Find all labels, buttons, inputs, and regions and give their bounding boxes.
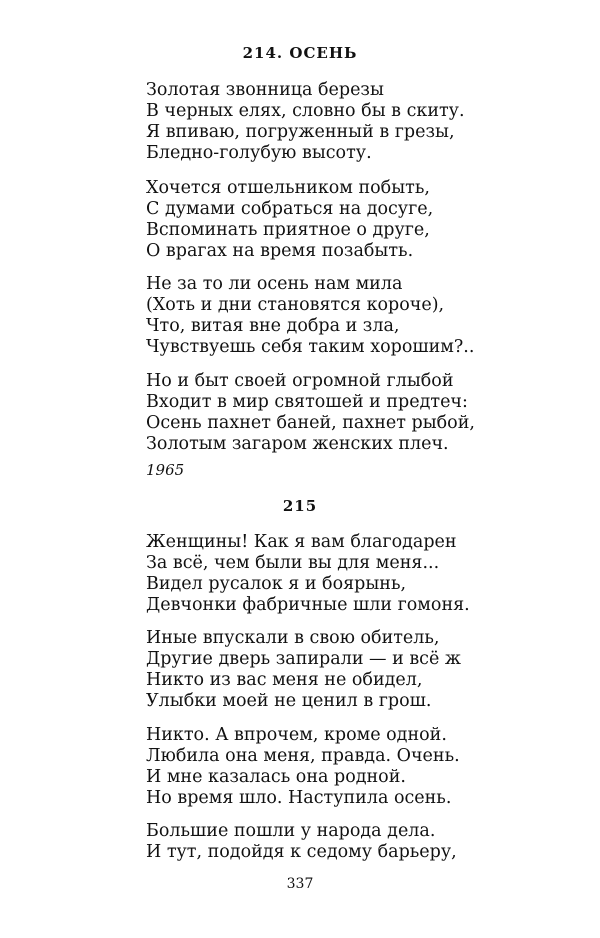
verse-line: Вспоминать приятное о друге,: [146, 220, 430, 240]
verse-line: С думами собраться на досуге,: [146, 199, 434, 219]
poem-214-stanza-4: [146, 371, 475, 455]
poem-214-date: 1965: [146, 461, 185, 479]
verse-line: Осень пахнет баней, пахнет рыбой,: [146, 413, 475, 433]
verse-line: Чувствуешь себя таким хорошим?..: [146, 337, 475, 357]
verse-line: Любила она меня, правда. Очень.: [146, 746, 460, 766]
verse-line: Что, витая вне добра и зла,: [146, 316, 400, 336]
verse-line: Хочется отшельником побыть,: [146, 178, 430, 198]
poem-214-stanza-3: [146, 274, 474, 358]
verse-line: Видел русалок я и боярынь,: [146, 574, 407, 594]
poem-215-stanza-2: [146, 628, 461, 712]
verse-line: Золотая звонница березы: [146, 80, 384, 100]
poem-214-title: 214. ОСЕНЬ: [242, 44, 358, 62]
verse-line: Иные впускали в свою обитель,: [146, 628, 440, 648]
poem-214-stanza-2: [146, 178, 433, 262]
verse-line: Никто из вас меня не обидел,: [146, 670, 423, 690]
verse-line: Бледно-голубую высоту.: [146, 143, 372, 163]
verse-line: О врагах на время позабыть.: [146, 241, 414, 261]
verse-line: Входит в мир святошей и предтеч:: [146, 392, 468, 412]
poem-215-title: 215: [282, 497, 318, 515]
verse-line: Не за то ли осень нам мила: [146, 274, 403, 294]
poem-215-stanza-3: [146, 725, 460, 809]
verse-line: Другие дверь запирали — и всё ж: [146, 649, 461, 669]
poem-215-stanza-1: [146, 532, 470, 616]
verse-line: Большие пошли у народа дела.: [146, 821, 436, 841]
verse-line: Женщины! Как я вам благодарен: [146, 532, 457, 552]
poem-215-stanza-4: [146, 821, 457, 863]
verse-line: В черных елях, словно бы в скиту.: [146, 101, 465, 121]
verse-line: Но время шло. Наступила осень.: [146, 788, 452, 808]
verse-line: За всё, чем были вы для меня...: [146, 553, 440, 573]
poem-214-stanza-1: [146, 80, 465, 164]
verse-line: (Хоть и дни становятся короче),: [146, 295, 445, 315]
verse-line: Но и быт своей огромной глыбой: [146, 371, 454, 391]
page-number: 337: [286, 876, 314, 892]
verse-line: Девчонки фабричные шли гомоня.: [146, 595, 470, 615]
verse-line: Улыбки моей не ценил в грош.: [146, 691, 432, 711]
verse-line: Золотым загаром женских плеч.: [146, 434, 449, 454]
verse-line: Никто. А впрочем, кроме одной.: [146, 725, 447, 745]
verse-line: И мне казалась она родной.: [146, 767, 406, 787]
verse-line: Я впиваю, погруженный в грезы,: [146, 122, 455, 142]
verse-line: И тут, подойдя к седому барьеру,: [146, 842, 457, 862]
